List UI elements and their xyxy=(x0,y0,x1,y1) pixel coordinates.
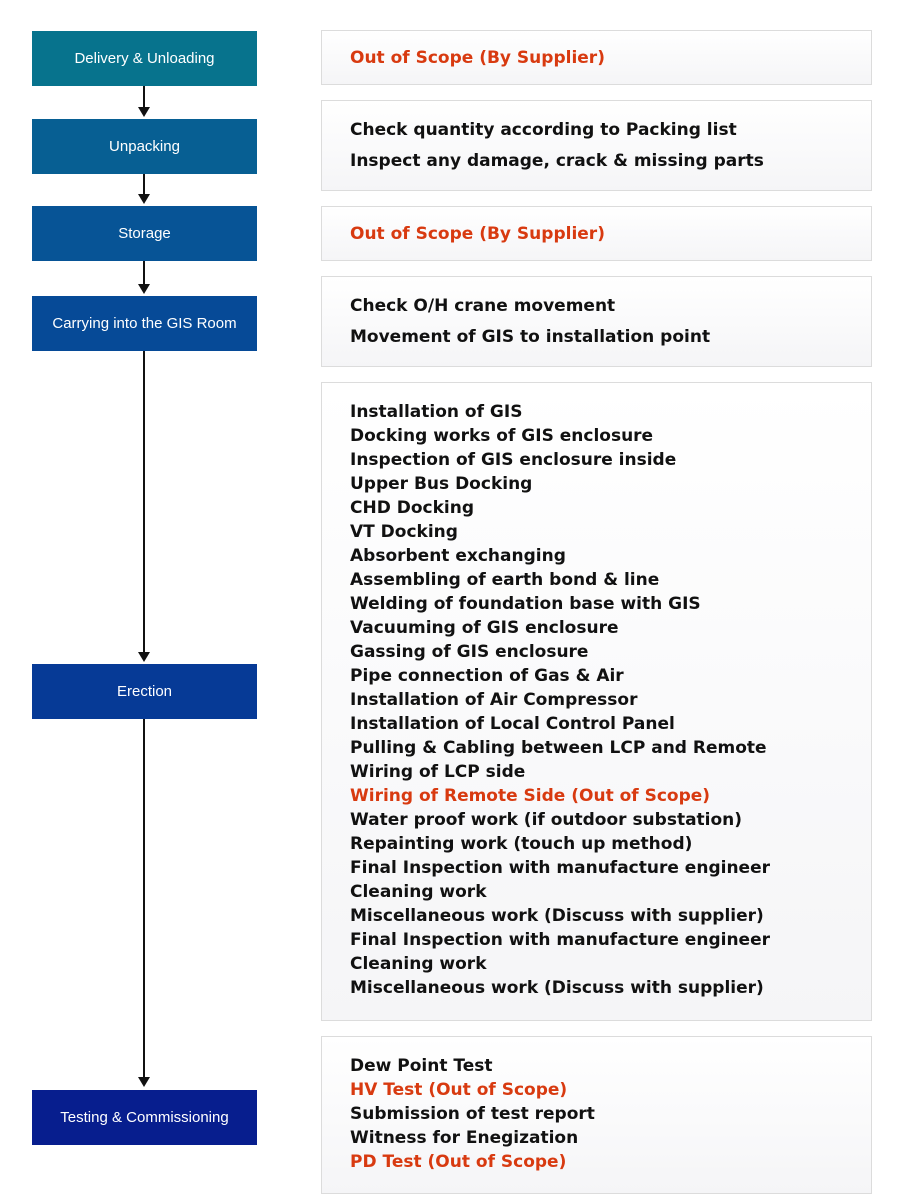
panel-line: Inspect any damage, crack & missing parts xyxy=(350,150,764,171)
panel-storage xyxy=(321,206,872,261)
panel-line: HV Test (Out of Scope) xyxy=(350,1080,568,1100)
panel-line: Welding of foundation base with GIS xyxy=(350,594,701,614)
panel-line: Upper Bus Docking xyxy=(350,474,533,494)
panel-line: Installation of Air Compressor xyxy=(350,690,638,710)
step-erection: Erection xyxy=(32,664,257,719)
step-delivery-unloading: Delivery & Unloading xyxy=(32,31,257,86)
flow-arrow xyxy=(143,174,145,202)
panel-line: Pulling & Cabling between LCP and Remote xyxy=(350,738,767,758)
panel-delivery xyxy=(321,30,872,85)
flow-arrow xyxy=(143,719,145,1085)
panel-line: Cleaning work xyxy=(350,882,487,902)
panel-line: Submission of test report xyxy=(350,1104,595,1124)
panel-unpacking xyxy=(321,100,872,191)
step-storage: Storage xyxy=(32,206,257,261)
panel-line: Gassing of GIS enclosure xyxy=(350,642,589,662)
panel-line: Final Inspection with manufacture engineer xyxy=(350,930,770,950)
panel-carrying xyxy=(321,276,872,367)
panel-line: PD Test (Out of Scope) xyxy=(350,1152,567,1172)
panel-line: Docking works of GIS enclosure xyxy=(350,426,654,446)
panel-line: Cleaning work xyxy=(350,954,487,974)
flow-arrow xyxy=(143,86,145,115)
panel-line: Assembling of earth bond & line xyxy=(350,570,660,590)
flow-arrow xyxy=(143,261,145,292)
panel-line: Movement of GIS to installation point xyxy=(350,326,711,347)
panel-line: Witness for Enegization xyxy=(350,1128,579,1148)
panel-line: Absorbent exchanging xyxy=(350,546,566,566)
panel-line: Miscellaneous work (Discuss with supplier) xyxy=(350,906,764,926)
panel-line: Installation of Local Control Panel xyxy=(350,714,675,734)
panel-line: Dew Point Test xyxy=(350,1056,493,1076)
panel-line: Inspection of GIS enclosure inside xyxy=(350,450,677,470)
panel-line: Wiring of Remote Side (Out of Scope) xyxy=(350,786,711,806)
panel-line: Installation of GIS xyxy=(350,402,523,422)
panel-line: Vacuuming of GIS enclosure xyxy=(350,618,619,638)
panel-erection xyxy=(321,382,872,1021)
panel-line: Final Inspection with manufacture engineer xyxy=(350,858,770,878)
flow-arrow xyxy=(143,351,145,660)
panel-line: Repainting work (touch up method) xyxy=(350,834,693,854)
panel-line: CHD Docking xyxy=(350,498,475,518)
panel-line: Pipe connection of Gas & Air xyxy=(350,666,624,686)
panel-testing xyxy=(321,1036,872,1194)
panel-line: Check O/H crane movement xyxy=(350,295,616,316)
panel-line: Check quantity according to Packing list xyxy=(350,119,737,140)
step-testing-commissioning: Testing & Commissioning xyxy=(32,1090,257,1145)
panel-line: Water proof work (if outdoor substation) xyxy=(350,810,743,830)
panel-line: Wiring of LCP side xyxy=(350,762,526,782)
step-unpacking: Unpacking xyxy=(32,119,257,174)
panel-line: Miscellaneous work (Discuss with supplier) xyxy=(350,978,764,998)
panel-line: VT Docking xyxy=(350,522,458,542)
panel-line: Out of Scope (By Supplier) xyxy=(350,223,605,244)
step-carrying-into-gis-room: Carrying into the GIS Room xyxy=(32,296,257,351)
panel-line: Out of Scope (By Supplier) xyxy=(350,47,605,68)
